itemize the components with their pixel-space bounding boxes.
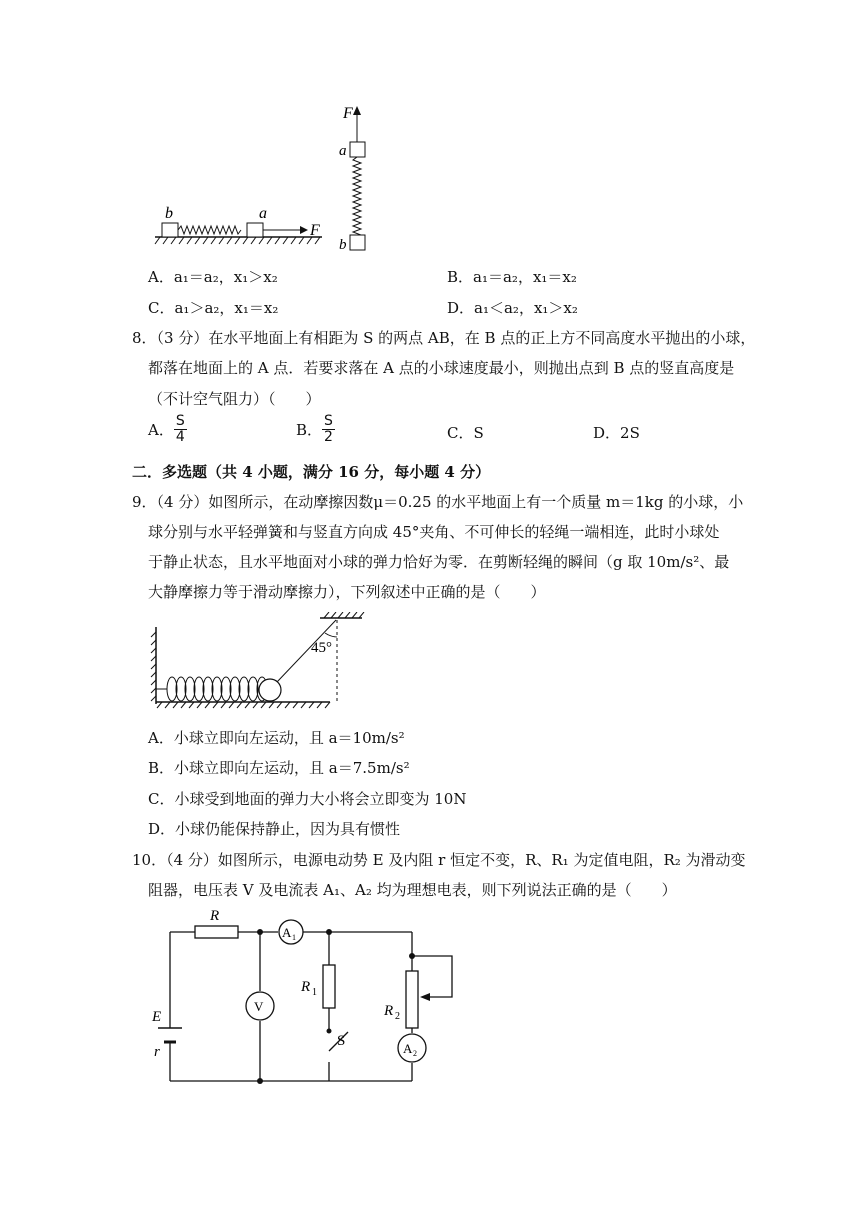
- q8-line-1: 8．（3 分）在水平地面上有相距为 S 的两点 AB，在 B 点的正上方不同高度水平抛出的小球，: [132, 329, 756, 347]
- q7-option-b[interactable]: B．a₁＝a₂，x₁＝x₂: [447, 268, 577, 286]
- label-E: E: [152, 1009, 162, 1025]
- label-R: R: [210, 908, 220, 924]
- section-2-title: 二．多选题（共 4 小题，满分 16 分，每小题 4 分）: [132, 463, 491, 481]
- q8-option-c[interactable]: C．S: [447, 424, 484, 442]
- q9-option-a[interactable]: A．小球立即向左运动，且 a＝10m/s²: [148, 729, 405, 747]
- block-b: [162, 223, 178, 237]
- q9-option-b[interactable]: B．小球立即向左运动，且 a＝7.5m/s²: [148, 759, 410, 777]
- label-a: a: [259, 205, 267, 222]
- arrow-right-icon: [300, 226, 308, 234]
- q9-option-d[interactable]: D．小球仍能保持静止，因为具有惯性: [148, 820, 401, 838]
- label-S: S: [337, 1033, 346, 1049]
- q10-line-1: 10．（4 分）如图所示，电源电动势 E 及内阻 r 恒定不变，R、R₁ 为定值电阻，R₂ 为滑动变: [132, 851, 746, 869]
- q7-figure-horizontal: [150, 195, 330, 250]
- resistor-R2: [406, 971, 418, 1028]
- label-F: F: [343, 105, 353, 122]
- slider-arrow-icon: [420, 993, 430, 1001]
- label-A2-sub: 2: [413, 1049, 417, 1058]
- label-a: a: [339, 143, 347, 159]
- resistor-R1: [323, 965, 335, 1008]
- q8-option-d[interactable]: D．2S: [593, 424, 640, 442]
- label-F: F: [310, 222, 320, 239]
- q8-option-b[interactable]: B． $\frac{S}{2}$: [296, 413, 333, 445]
- label-R1: R: [301, 979, 311, 995]
- block-a: [350, 142, 365, 157]
- label-R2-sub: 2: [395, 1011, 400, 1022]
- q7-option-d[interactable]: D．a₁＜a₂，x₁＞x₂: [447, 299, 578, 317]
- resistor-R: [195, 926, 238, 938]
- q9-figure: [150, 612, 380, 712]
- coil-spring: [167, 677, 267, 701]
- label-A2: A: [403, 1041, 413, 1056]
- q8-line-3: （不计空气阻力）（ ）: [148, 390, 321, 408]
- q9-line-3: 于静止状态，且水平地面对小球的弹力恰好为零．在剪断轻绳的瞬间（g 取 10m/s²、最: [148, 553, 730, 571]
- q9-option-c[interactable]: C．小球受到地面的弹力大小将会立即变为 10N: [148, 790, 467, 808]
- label-V: V: [254, 999, 264, 1014]
- q7-option-c[interactable]: C．a₁＞a₂，x₁＝x₂: [148, 299, 279, 317]
- spring: [353, 157, 361, 238]
- q10-circuit: [140, 905, 470, 1095]
- q8-line-2: 都落在地面上的 A 点．若要求落在 A 点的小球速度最小，则抛出点到 B 点的竖直高度是: [148, 359, 735, 377]
- angle-label: 45°: [311, 640, 332, 656]
- q7-figure-vertical: [335, 100, 385, 255]
- label-R2: R: [384, 1003, 394, 1019]
- arrow-up-icon: [353, 106, 361, 115]
- q7-option-a[interactable]: A．a₁＝a₂，x₁＞x₂: [148, 268, 278, 286]
- q10-line-2: 阻器，电压表 V 及电流表 A₁、A₂ 均为理想电表，则下列说法正确的是（ ）: [148, 881, 677, 899]
- label-R1-sub: 1: [312, 987, 317, 998]
- q9-line-4: 大静摩擦力等于滑动摩擦力），下列叙述中正确的是（ ）: [148, 583, 546, 601]
- label-b: b: [339, 237, 347, 253]
- block-b: [350, 235, 365, 250]
- label-A1-sub: 1: [292, 933, 296, 942]
- ball: [259, 679, 281, 701]
- q9-line-1: 9．（4 分）如图所示，在动摩擦因数μ＝0.25 的水平地面上有一个质量 m＝1kg 的小球，小: [132, 493, 744, 511]
- q8-option-a[interactable]: A． $\frac{S}{4}$: [148, 413, 185, 445]
- label-b: b: [165, 205, 173, 222]
- label-A1: A: [282, 925, 292, 940]
- label-r: r: [154, 1044, 160, 1060]
- spring: [178, 226, 241, 234]
- q9-line-2: 球分别与水平轻弹簧和与竖直方向成 45°夹角、不可伸长的轻绳一端相连，此时小球处: [148, 523, 720, 541]
- block-a: [247, 223, 263, 237]
